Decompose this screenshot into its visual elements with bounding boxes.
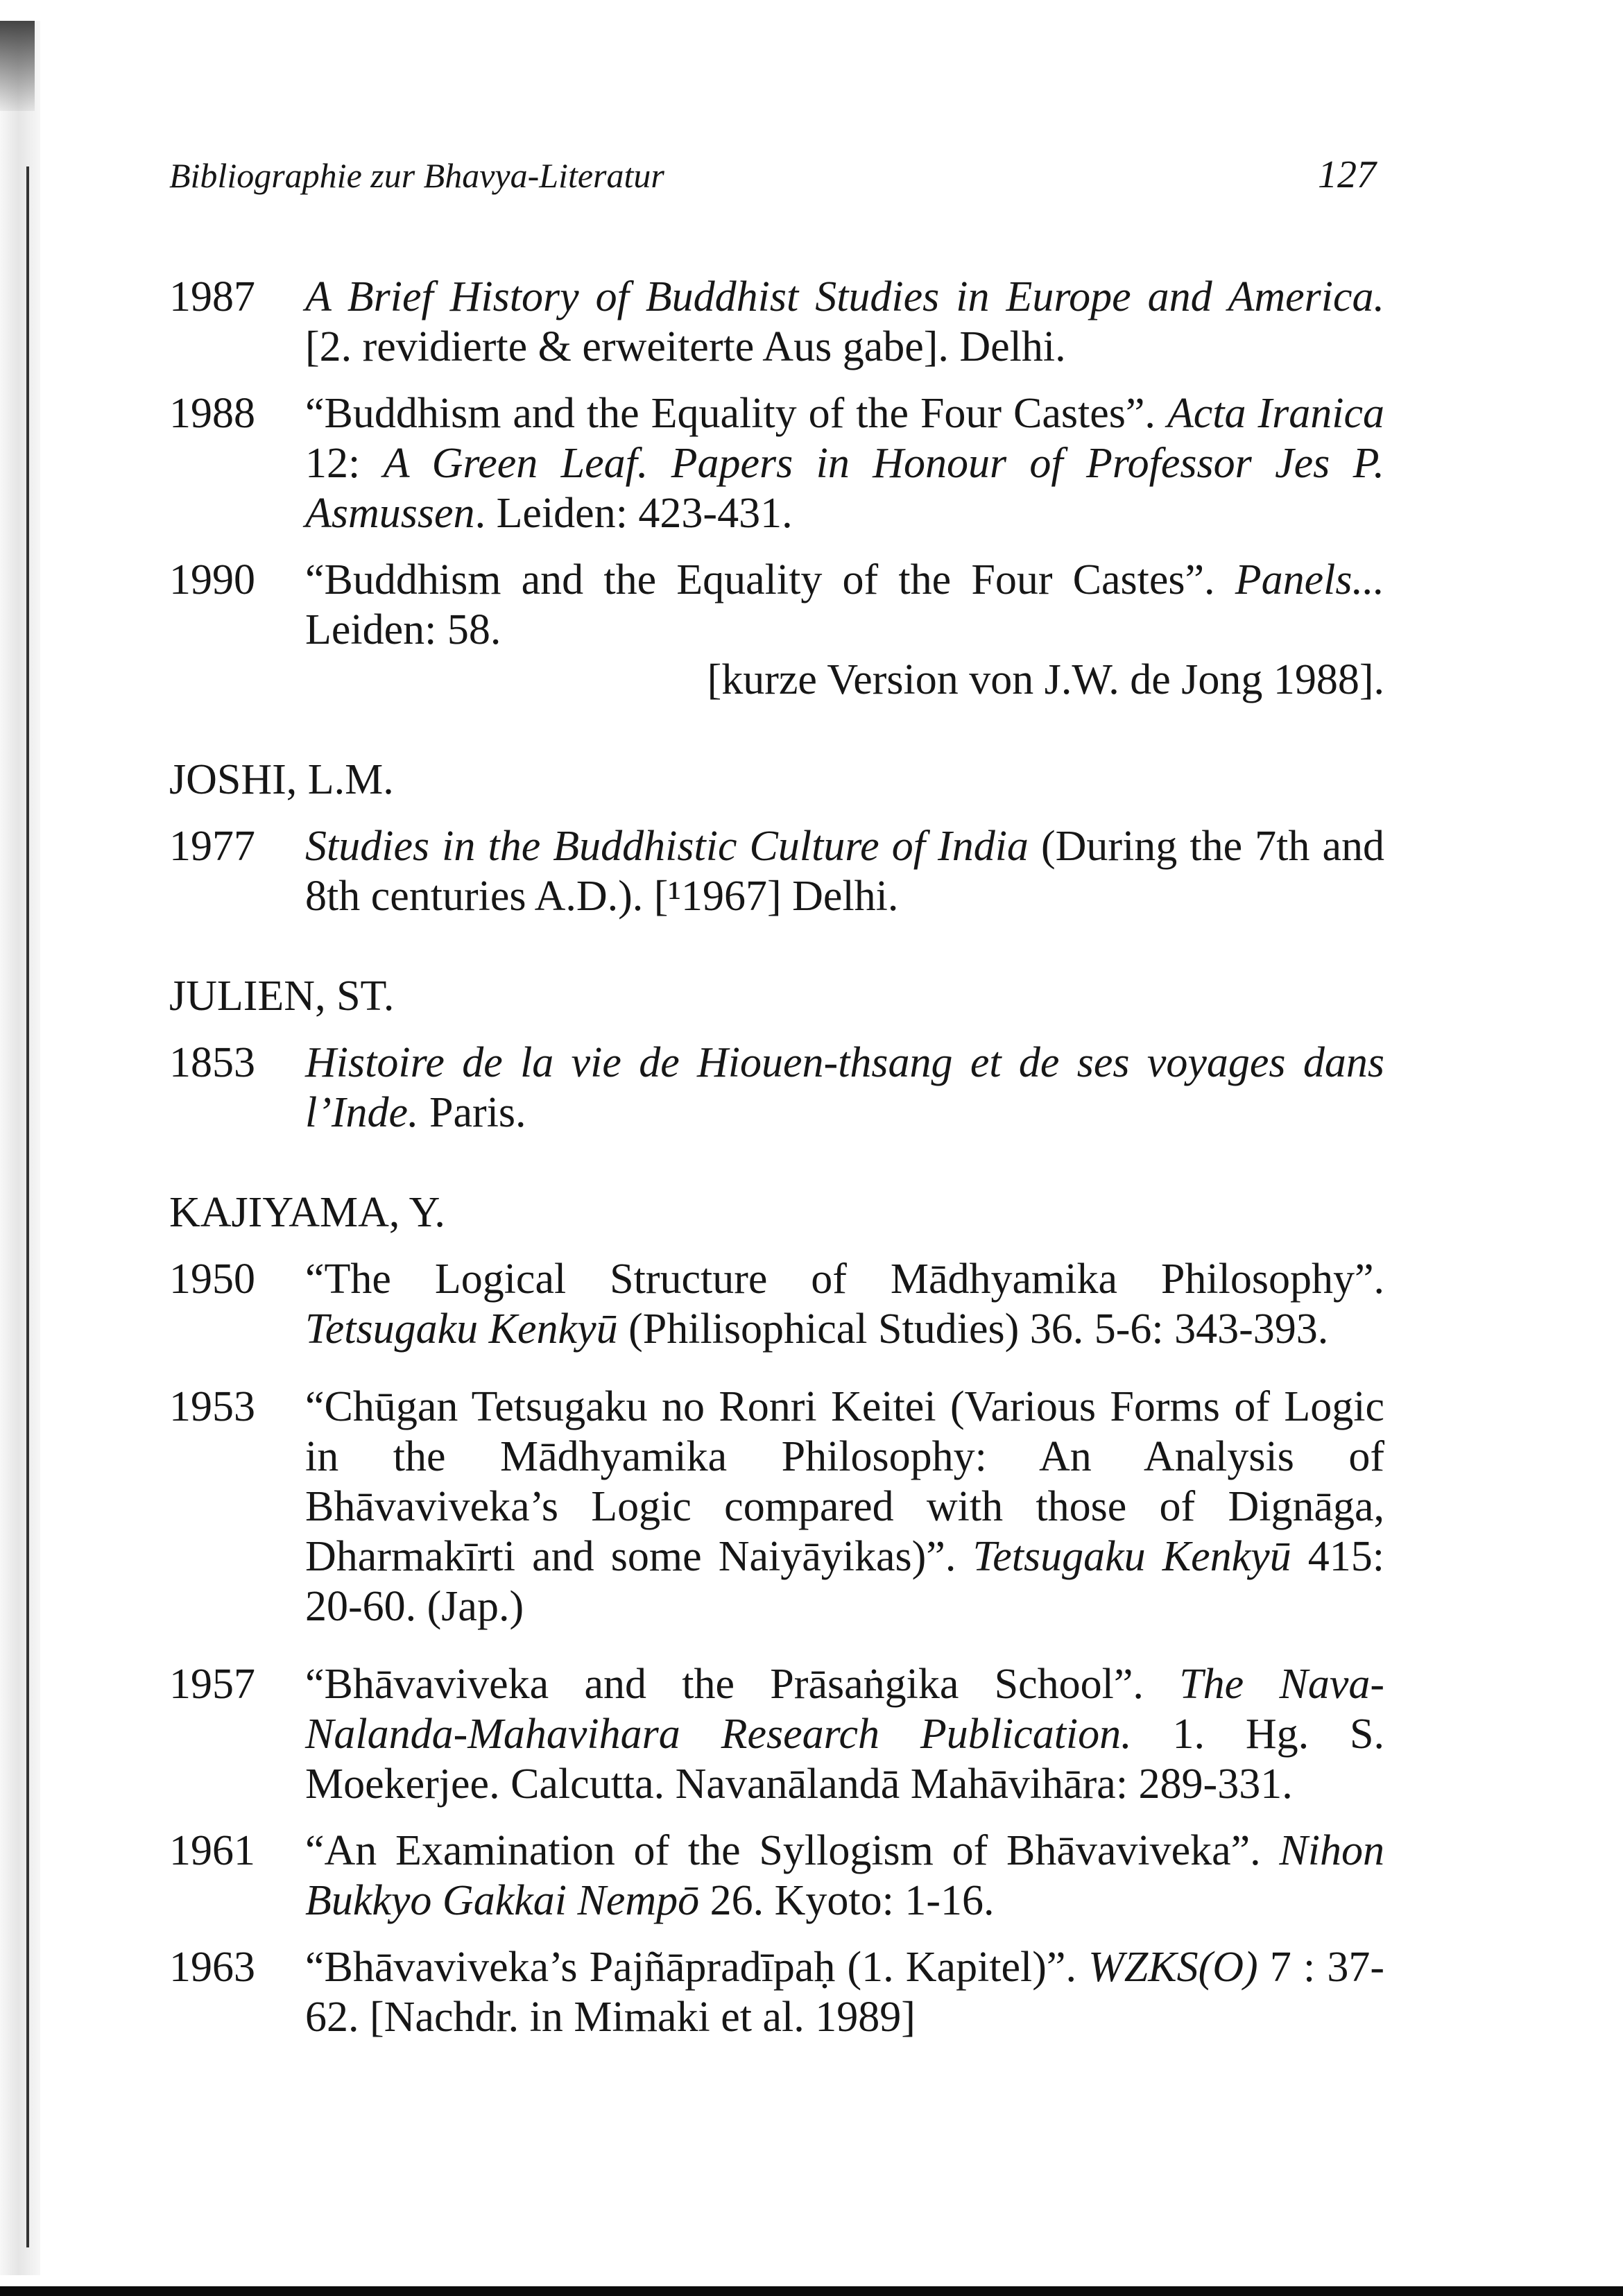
entry-details: 415: 20-60. (Jap.) [305, 1533, 1384, 1630]
bibliography-entry [169, 555, 1384, 705]
entry-text [305, 1382, 1384, 1631]
entry-journal: Tetsugaku Kenkyū [972, 1533, 1291, 1580]
bibliography-list [169, 272, 1384, 2042]
entry-note: [kurze Version von J.W. de Jong 1988]. [707, 656, 1384, 703]
entry-title: Histoire de la vie de Hiouen-thsang et de ses voyages dans l’Inde. [305, 1039, 1384, 1136]
binding-top-shadow [0, 21, 35, 111]
entry-details: 26. Kyoto: 1-16. [699, 1877, 995, 1924]
entry-journal: Tetsugaku Kenkyū [305, 1305, 618, 1353]
entry-year: 1961 [169, 1827, 255, 1874]
entry-details: 7 : 37-62. [Nachdr. in Mimaki et al. 1989] [305, 1944, 1385, 2041]
entry-title: A Brief History of Buddhist Studies in Europe and America. [305, 273, 1384, 320]
entry-year: 1987 [169, 273, 255, 320]
entry-year: 1990 [169, 556, 255, 603]
entry-title: “Buddhism and the Equality of the Four Castes”. [305, 556, 1235, 603]
entry-details: 12: [305, 440, 384, 487]
running-header [169, 153, 1384, 208]
entry-text [305, 1659, 1384, 1809]
entry-year: 1957 [169, 1661, 255, 1708]
entry-details: (During the 7th and 8th centuries A.D.). [¹1967] Delhi. [305, 823, 1384, 920]
entry-series: The Nava-Nalanda-Mahavihara Research Publication. [305, 1661, 1384, 1758]
page-number: 127 [1318, 153, 1376, 196]
bibliography-entry [169, 1942, 1384, 2042]
entry-year: 1988 [169, 390, 255, 437]
entry-volume-title: A Green Leaf. Papers in Honour of Professor Jes P. Asmussen [305, 440, 1384, 537]
entry-year: 1977 [169, 823, 255, 870]
entry-text [305, 272, 1384, 372]
binding-edge-line [26, 166, 29, 2247]
entry-text [305, 388, 1384, 538]
scan-bottom-edge [0, 2286, 1623, 2296]
entry-text [305, 1826, 1384, 1926]
entry-text [305, 1038, 1384, 1138]
entry-title: Studies in the Buddhistic Culture of India [305, 823, 1029, 870]
entry-details: . Leiden: 423-431. [474, 490, 793, 537]
author-heading: JOSHI, L.M. [169, 756, 394, 803]
entry-text [305, 1942, 1384, 2042]
entry-title: “Buddhism and the Equality of the Four Castes”. [305, 390, 1167, 437]
entry-details: Leiden: 58. [305, 606, 501, 653]
bibliography-entry [169, 388, 1384, 538]
entry-year: 1853 [169, 1039, 255, 1086]
bibliography-entry [169, 1659, 1384, 1809]
entry-title: “An Examination of the Syllogism of Bhāvaviveka”. [305, 1827, 1280, 1874]
bibliography-entry [169, 1254, 1384, 1354]
author-heading: JULIEN, ST. [169, 973, 395, 1020]
entry-text [305, 821, 1384, 921]
entry-title: “Bhāvaviveka’s Pajñāpradīpaḥ (1. Kapitel)”. [305, 1944, 1089, 1991]
entry-text [305, 1254, 1384, 1354]
entry-details: 1. Hg. S. Moekerjee. Calcutta. Navanālandā Mahāvihāra: 289-331. [305, 1711, 1384, 1808]
author-heading: KAJIYAMA, Y. [169, 1189, 445, 1236]
entry-journal: Panels... [1235, 556, 1384, 603]
entry-year: 1963 [169, 1944, 255, 1991]
entry-journal: Acta Iranica [1167, 390, 1384, 437]
entry-details: [2. revidierte & erweiterte Aus gabe]. Delhi. [305, 323, 1066, 370]
bibliography-entry [169, 821, 1384, 921]
entry-title: “Bhāvaviveka and the Prāsaṅgika School”. [305, 1661, 1180, 1708]
entry-details: (Philisophical Studies) 36. 5-6: 343-393. [617, 1305, 1329, 1353]
entry-title: “The Logical Structure of Mādhyamika Philosophy”. [305, 1256, 1384, 1303]
book-binding-shadow [0, 21, 40, 2275]
entry-journal: Nihon Bukkyo Gakkai Nempō [305, 1827, 1384, 1924]
entry-year: 1950 [169, 1256, 255, 1303]
bibliography-entry [169, 1382, 1384, 1631]
running-header-title: Bibliographie zur Bhavya-Literatur [169, 156, 664, 195]
bibliography-entry [169, 1826, 1384, 1926]
entry-details: Paris. [418, 1089, 526, 1136]
entry-text [305, 555, 1384, 655]
bibliography-entry [169, 272, 1384, 372]
entry-year: 1953 [169, 1383, 255, 1430]
bibliography-entry [169, 1038, 1384, 1138]
entry-title: “Chūgan Tetsugaku no Ronri Keitei (Various Forms of Logic in the Mādhyamika Philosophy: An Analysis of Bhāvaviveka’s Logic compared with those of Dignāga, Dharmakīrti and some Naiyāyikas)”. [305, 1383, 1384, 1580]
entry-journal: WZKS(O) [1088, 1944, 1258, 1991]
